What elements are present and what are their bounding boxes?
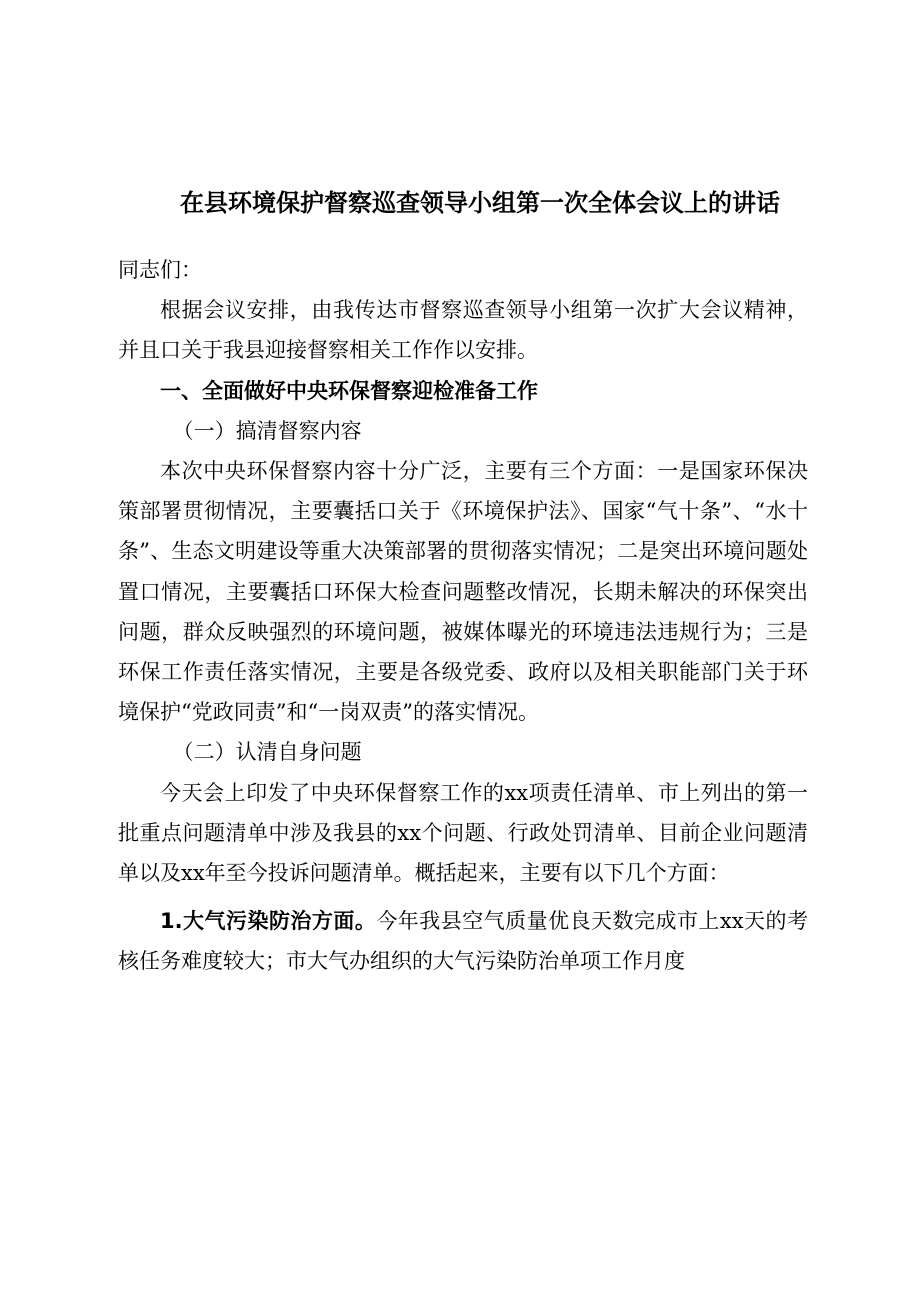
subsection-heading-2: （二）认清自身问题 [172,740,362,765]
item-1-lead: 1.大气污染防治方面。 [160,909,377,934]
item-1-text: 今年我县空气质量优良天数完成市上xx天的考核任务难度较大；市大气办组织的大气污染防治单项工作月度 [118,909,809,974]
intro-paragraph: 根据会议安排，由我传达市督察巡查领导小组第一次扩大会议精神，并且口关于我县迎接督察相关工作作以安排。 [118,298,808,363]
document-body [118,250,808,982]
subsection-1-paragraph: 本次中央环保督察内容十分广泛，主要有三个方面：一是国家环保决策部署贯彻情况，主要囊括口关于《环境保护法》、国家“气十条”、“水十条”、生态文明建设等重大决策部署的贯彻落实情况；二是突出环境问题处置口情况，主要囊括口环保大检查问题整改情况，长期未解决的环保突出问题，群众反映强烈的环境问题，被媒体曝光的环境违法违规行为；三是环保工作责任落实情况，主要是各级党委、政府以及相关职能部门关于环境保护“党政同责”和“一岗双责”的落实情况。 [118,459,808,725]
subsection-2-paragraph: 今天会上印发了中央环保督察工作的xx项责任清单、市上列出的第一批重点问题清单中涉及我县的xx个问题、行政处罚清单、目前企业问题清单以及xx年至今投诉问题清单。概括起来，主要有以下几个方面： [118,780,808,886]
paragraph-gap [118,893,808,901]
section-heading-1: 一、全面做好中央环保督察迎检准备工作 [160,378,538,403]
document-title: 在县环境保护督察巡查领导小组第一次全体会议上的讲话 [180,189,780,217]
salutation: 同志们： [118,258,202,282]
subsection-heading-1: （一）搞清督察内容 [172,418,362,443]
item-1-paragraph [118,901,808,981]
